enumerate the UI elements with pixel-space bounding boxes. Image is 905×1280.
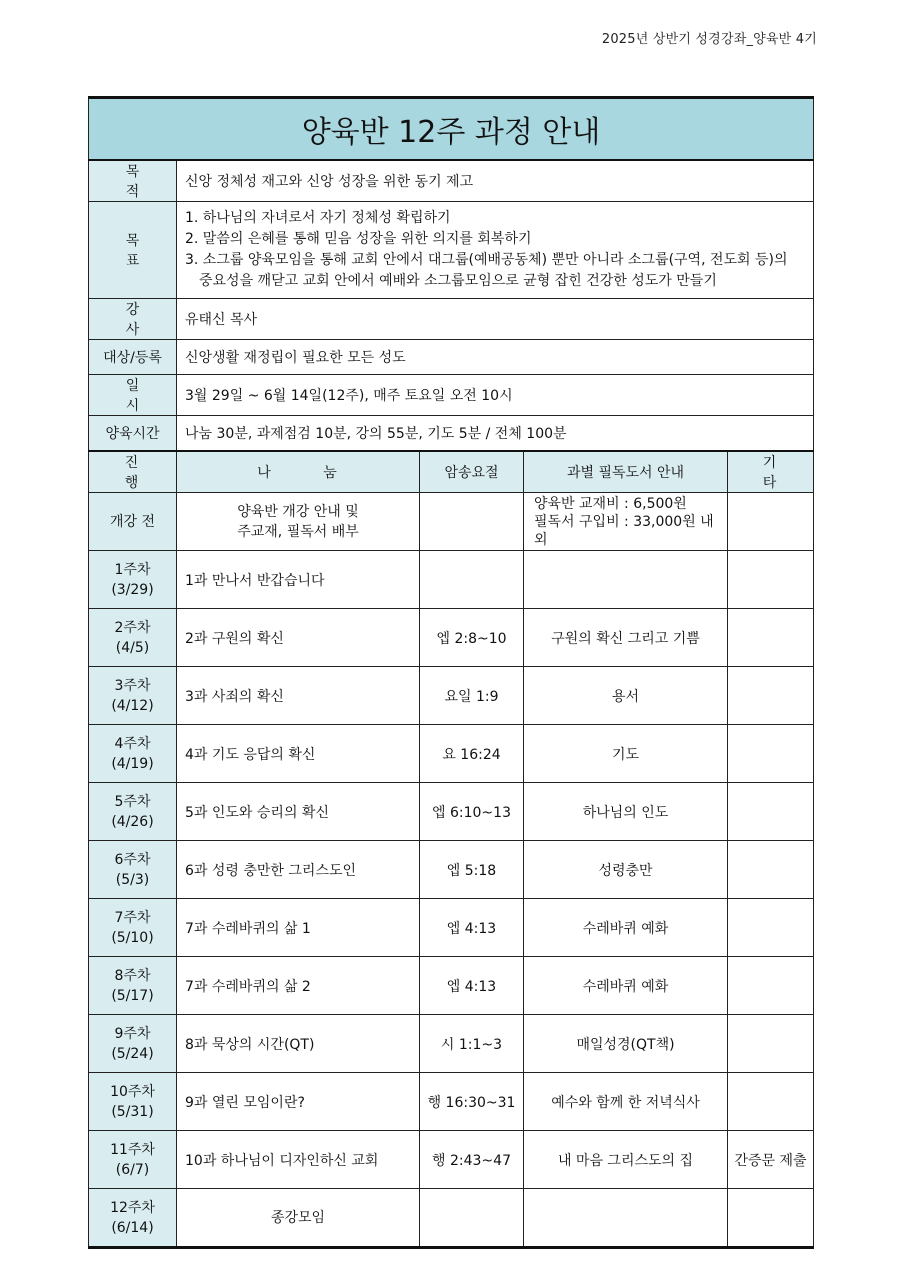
table-row: [89, 667, 814, 725]
week-label: 4주차: [114, 735, 151, 752]
required-book: [524, 551, 728, 609]
week-date: (4/12): [111, 697, 154, 714]
required-book: 성령충만: [524, 841, 728, 899]
schedule-label: 일 시: [89, 375, 177, 416]
table-row: [89, 1073, 814, 1131]
etc-note: [728, 551, 814, 609]
week-date: (3/29): [111, 581, 154, 598]
etc-note: [728, 1015, 814, 1073]
memory-verse: 요일 1:9: [420, 667, 524, 725]
week-cell: [89, 841, 177, 899]
table-row: [89, 725, 814, 783]
goals-list: [177, 202, 814, 299]
week-cell: [89, 899, 177, 957]
pre-book-line: 필독서 구입비 : 33,000원 내외: [534, 513, 714, 548]
required-book: 하나님의 인도: [524, 783, 728, 841]
week-date: (6/14): [111, 1219, 154, 1236]
week-label: 10주차: [110, 1083, 155, 1100]
lesson-title: 1과 만나서 반갑습니다: [177, 551, 420, 609]
week-label: 1주차: [114, 561, 151, 578]
memory-verse: [420, 1189, 524, 1248]
document-header-note: 2025년 상반기 성경강좌_양육반 4기: [601, 32, 817, 47]
pre-sharing-line: 주교재, 필독서 배부: [237, 523, 359, 540]
etc-cell: [728, 493, 814, 551]
week-label: 5주차: [114, 793, 151, 810]
etc-note: [728, 725, 814, 783]
goal-item: 1. 하나님의 자녀로서 자기 정체성 확립하기: [185, 210, 451, 226]
memory-verse: 엡 5:18: [420, 841, 524, 899]
memory-verse: 행 16:30~31: [420, 1073, 524, 1131]
week-date: (4/5): [115, 639, 150, 656]
lesson-title: 5과 인도와 승리의 확신: [177, 783, 420, 841]
week-label: 3주차: [114, 677, 151, 694]
memory-verse: [420, 551, 524, 609]
week-label: 개강 전: [89, 493, 177, 551]
etc-note: [728, 899, 814, 957]
schedule-value: 3월 29일 ~ 6월 14일(12주), 매주 토요일 오전 10시: [177, 375, 814, 416]
week-cell: [89, 667, 177, 725]
etc-note: [728, 667, 814, 725]
week-label: 9주차: [114, 1025, 151, 1042]
week-cell: [89, 551, 177, 609]
lesson-title: 7과 수레바퀴의 삶 2: [177, 957, 420, 1015]
lesson-title: 6과 성령 충만한 그리스도인: [177, 841, 420, 899]
required-book: 매일성경(QT책): [524, 1015, 728, 1073]
lesson-title: 3과 사죄의 확신: [177, 667, 420, 725]
purpose-label: 목 적: [89, 160, 177, 202]
required-book: 내 마음 그리스도의 집: [524, 1131, 728, 1189]
memory-verse: 엡 6:10~13: [420, 783, 524, 841]
week-cell: [89, 957, 177, 1015]
table-row: [89, 1131, 814, 1189]
instructor-value: 유태신 목사: [177, 299, 814, 340]
target-value: 신앙생활 재정립이 필요한 모든 성도: [177, 340, 814, 375]
page-title: 양육반 12주 과정 안내: [89, 98, 814, 161]
table-row: [89, 493, 814, 551]
memory-verse: 엡 4:13: [420, 957, 524, 1015]
week-date: (5/10): [111, 929, 154, 946]
required-book: 구원의 확신 그리고 기쁨: [524, 609, 728, 667]
memory-verse-cell: [420, 493, 524, 551]
table-row: [89, 1015, 814, 1073]
required-book: 기도: [524, 725, 728, 783]
goal-item: 3. 소그룹 양육모임을 통해 교회 안에서 대그룹(예배공동체) 뿐만 아니라 소그룹(구역, 전도회 등)의 중요성을 깨닫고 교회 안에서 예배와 소그룹모임으로 균형 잡힌 건강한 성도가 만들기: [185, 252, 788, 289]
table-row: [89, 841, 814, 899]
required-book: [524, 1189, 728, 1248]
week-cell: [89, 1015, 177, 1073]
column-header-etc: 기 타: [728, 451, 814, 493]
time-label: 양육시간: [89, 416, 177, 452]
column-header-books: 과별 필독도서 안내: [524, 451, 728, 493]
week-label: 12주차: [110, 1199, 155, 1216]
lesson-title: 10과 하나님이 디자인하신 교회: [177, 1131, 420, 1189]
week-label: 7주차: [114, 909, 151, 926]
time-value: 나눔 30분, 과제점검 10분, 강의 55분, 기도 5분 / 전체 100분: [177, 416, 814, 452]
memory-verse: 행 2:43~47: [420, 1131, 524, 1189]
required-book: 수레바퀴 예화: [524, 957, 728, 1015]
purpose-value: 신앙 정체성 재고와 신앙 성장을 위한 동기 제고: [177, 160, 814, 202]
lesson-title: 2과 구원의 확신: [177, 609, 420, 667]
required-book: 예수와 함께 한 저녁식사: [524, 1073, 728, 1131]
week-date: (5/31): [111, 1103, 154, 1120]
table-row: [89, 551, 814, 609]
week-cell: [89, 1131, 177, 1189]
column-header-memory-verse: 암송요절: [420, 451, 524, 493]
goals-label: 목 표: [89, 202, 177, 299]
week-cell: [89, 1073, 177, 1131]
lesson-title: 7과 수레바퀴의 삶 1: [177, 899, 420, 957]
lesson-title: 8과 묵상의 시간(QT): [177, 1015, 420, 1073]
week-cell: [89, 609, 177, 667]
book-cell: [524, 493, 728, 551]
memory-verse: 요 16:24: [420, 725, 524, 783]
course-schedule-table: [88, 96, 814, 1249]
etc-note: 간증문 제출: [728, 1131, 814, 1189]
week-date: (5/24): [111, 1045, 154, 1062]
column-header-sharing: 나 눔: [177, 451, 420, 493]
etc-note: [728, 1073, 814, 1131]
table-row: [89, 609, 814, 667]
etc-note: [728, 609, 814, 667]
week-date: (4/19): [111, 755, 154, 772]
column-header-progress: 진 행: [89, 451, 177, 493]
table-row: [89, 1189, 814, 1248]
week-cell: [89, 725, 177, 783]
instructor-label: 강 사: [89, 299, 177, 340]
pre-sharing-line: 양육반 개강 안내 및: [237, 503, 359, 520]
required-book: 수레바퀴 예화: [524, 899, 728, 957]
required-book: 용서: [524, 667, 728, 725]
table-row: [89, 957, 814, 1015]
lesson-cell: [177, 493, 420, 551]
memory-verse: 엡 2:8~10: [420, 609, 524, 667]
lesson-title: 9과 열린 모임이란?: [177, 1073, 420, 1131]
etc-note: [728, 957, 814, 1015]
week-date: (5/17): [111, 987, 154, 1004]
goal-item: 2. 말씀의 은혜를 통해 믿음 성장을 위한 의지를 회복하기: [185, 231, 532, 247]
table-row: [89, 783, 814, 841]
week-label: 2주차: [114, 619, 151, 636]
etc-note: [728, 1189, 814, 1248]
memory-verse: 엡 4:13: [420, 899, 524, 957]
etc-note: [728, 783, 814, 841]
lesson-title: 4과 기도 응답의 확신: [177, 725, 420, 783]
week-date: (5/3): [115, 871, 150, 888]
target-label: 대상/등록: [89, 340, 177, 375]
memory-verse: 시 1:1~3: [420, 1015, 524, 1073]
week-date: (6/7): [115, 1161, 150, 1178]
table-row: [89, 899, 814, 957]
week-label: 6주차: [114, 851, 151, 868]
pre-book-line: 양육반 교재비 : 6,500원: [534, 495, 687, 512]
week-label: 11주차: [110, 1141, 155, 1158]
week-cell: [89, 1189, 177, 1248]
lesson-title: 종강모임: [177, 1189, 420, 1248]
week-date: (4/26): [111, 813, 154, 830]
etc-note: [728, 841, 814, 899]
week-cell: [89, 783, 177, 841]
week-label: 8주차: [114, 967, 151, 984]
